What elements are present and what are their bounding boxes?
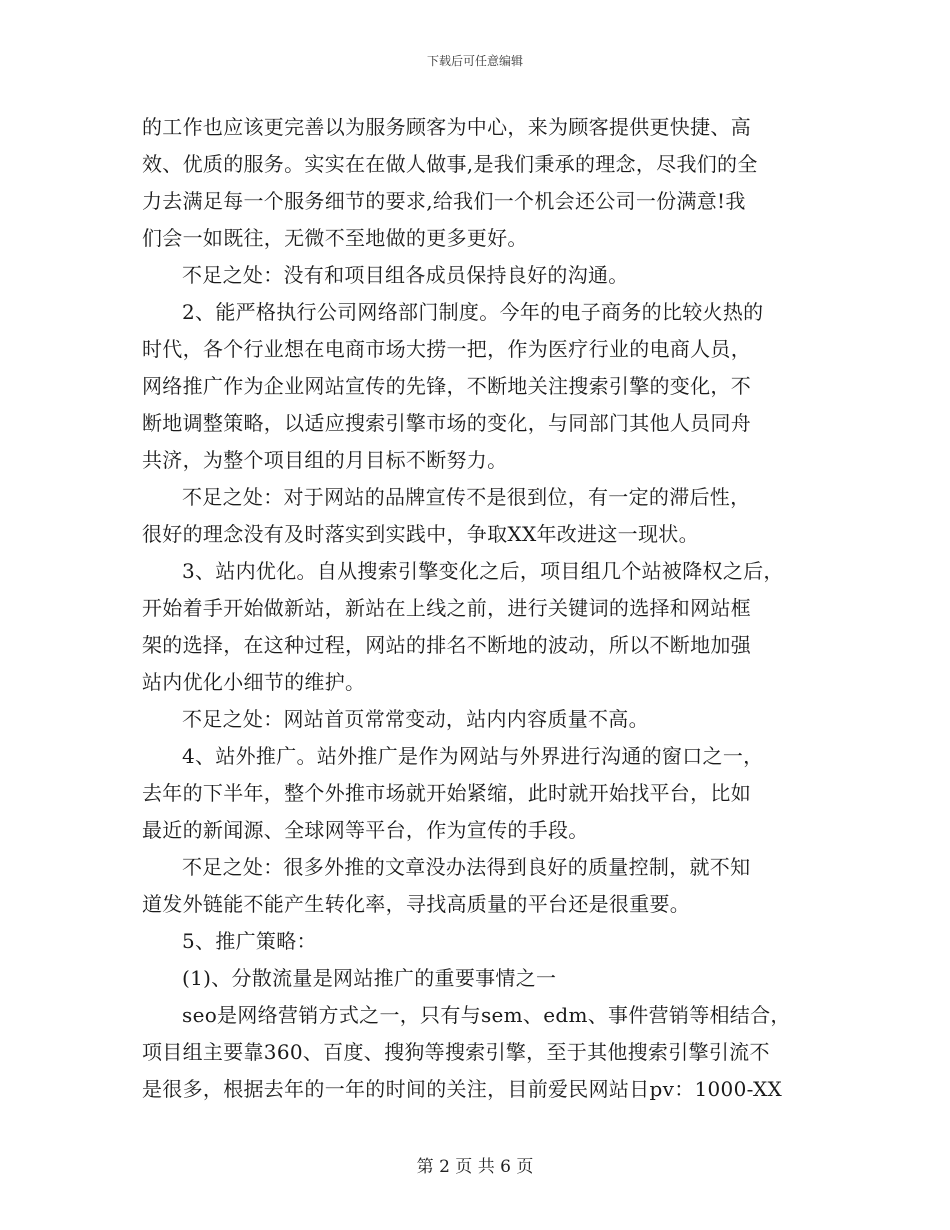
text-line: 最近的新闻源、全球网等平台，作为宣传的手段。 [142,818,589,842]
text-line: 不足之处：网站首页常常变动，站内内容质量不高。 [182,707,649,731]
document-body [142,109,822,1108]
page-header: 下载后可任意编辑 [426,54,523,68]
page-footer: 第 2 页 共 6 页 [416,1157,534,1177]
text-line: (1)、分散流量是网站推广的重要事情之一 [182,966,557,990]
text-line: 开始着手开始做新站，新站在上线之前，进行关键词的选择和网站框 [142,596,751,620]
text-line: 网络推广作为企业网站宣传的先锋，不断地关注搜索引擎的变化，不 [142,374,751,398]
text-line: 的工作也应该更完善以为服务顾客为中心，来为顾客提供更快捷、高 [142,115,751,139]
text-line: 不足之处：很多外推的文章没办法得到良好的质量控制，就不知 [182,855,751,879]
text-line: 去年的下半年，整个外推市场就开始紧缩，此时就开始找平台，比如 [142,781,751,805]
text-line: 是很多，根据去年的一年的时间的关注，目前爱民网站日pv：1000-XX [142,1077,783,1101]
text-line: 不足之处：没有和项目组各成员保持良好的沟通。 [182,263,629,287]
text-line: 站内优化小细节的维护。 [142,670,366,694]
text-line: 断地调整策略，以适应搜索引擎市场的变化，与同部门其他人员同舟 [142,411,751,435]
text-line: 们会一如既往，无微不至地做的更多更好。 [142,226,528,250]
text-line: 不足之处：对于网站的品牌宣传不是很到位，有一定的滞后性， [182,485,751,509]
text-line: seo是网络营销方式之一，只有与sem、edm、事件营销等相结合， [182,1003,791,1027]
text-line: 5、推广策略： [182,929,317,953]
text-line: 3、站内优化。自从搜索引擎变化之后，项目组几个站被降权之后， [182,559,784,583]
text-line: 效、优质的服务。实实在在做人做事,是我们秉承的理念，尽我们的全 [142,152,758,176]
text-line: 很好的理念没有及时落实到实践中，争取XX年改进这一现状。 [142,522,699,546]
text-line: 道发外链能不能产生转化率，寻找高质量的平台还是很重要。 [142,892,691,916]
text-line: 项目组主要靠360、百度、搜狗等搜索引擎，至于其他搜索引擎引流不 [142,1040,770,1064]
text-line: 2、能严格执行公司网络部门制度。今年的电子商务的比较火热的 [182,300,764,324]
text-line: 力去满足每一个服务细节的要求,给我们一个机会还公司一份满意!我 [142,189,746,213]
text-line: 共济，为整个项目组的月目标不断努力。 [142,448,508,472]
text-line: 4、站外推广。站外推广是作为网站与外界进行沟通的窗口之一， [182,744,764,768]
text-line: 架的选择，在这种过程，网站的排名不断地的波动，所以不断地加强 [142,633,751,657]
text-line: 时代，各个行业想在电商市场大捞一把，作为医疗行业的电商人员， [142,337,751,361]
